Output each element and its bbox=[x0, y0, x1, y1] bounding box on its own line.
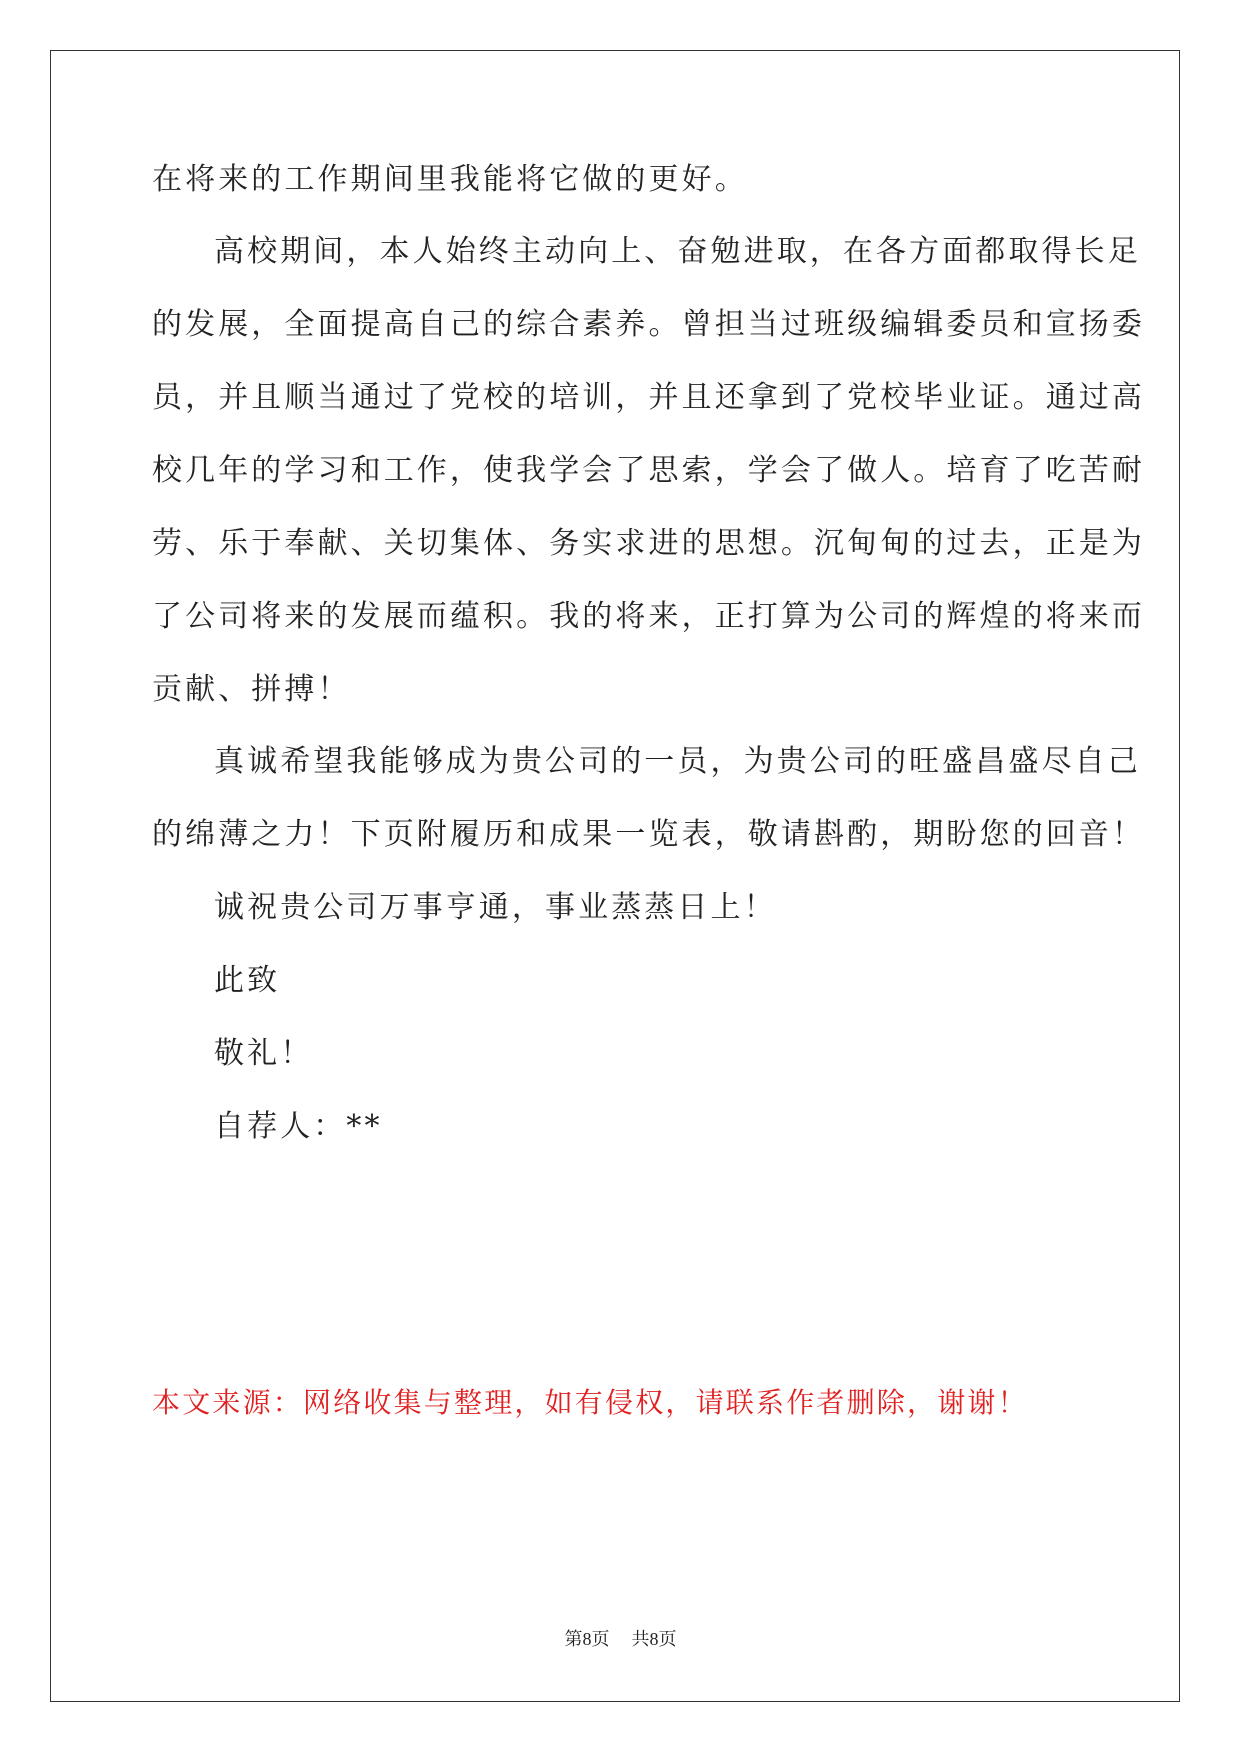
salutation-line: 此致 bbox=[214, 963, 281, 998]
paragraph-line: 校几年的学习和工作，使我学会了思索，学会了做人。培育了吃苦耐 bbox=[152, 453, 1145, 488]
total-page-count: 共8页 bbox=[631, 1629, 677, 1649]
paragraph-line: 贡献、拼搏！ bbox=[152, 672, 351, 707]
source-disclaimer: 本文来源：网络收集与整理，如有侵权，请联系作者删除，谢谢！ bbox=[152, 1386, 1028, 1419]
salutation-regards: 敬礼！ bbox=[214, 1036, 314, 1071]
paragraph-line: 员，并且顺当通过了党校的培训，并且还拿到了党校毕业证。通过高 bbox=[152, 380, 1145, 415]
signature-line: 自荐人：** bbox=[214, 1109, 383, 1144]
paragraph-line: 的绵薄之力！下页附履历和成果一览表，敬请斟酌，期盼您的回音！ bbox=[152, 817, 1145, 852]
paragraph-line: 高校期间，本人始终主动向上、奋勉进取，在各方面都取得长足 bbox=[214, 234, 1141, 269]
current-page-number: 第8页 bbox=[564, 1629, 610, 1649]
paragraph-line: 在将来的工作期间里我能将它做的更好。 bbox=[152, 162, 748, 197]
paragraph-line: 了公司将来的发展而蕴积。我的将来，正打算为公司的辉煌的将来而 bbox=[152, 599, 1145, 634]
paragraph-line: 真诚希望我能够成为贵公司的一员，为贵公司的旺盛昌盛尽自己 bbox=[214, 744, 1141, 779]
closing-wish: 诚祝贵公司万事亨通，事业蒸蒸日上！ bbox=[214, 890, 777, 925]
paragraph-line: 劳、乐于奉献、关切集体、务实求进的思想。沉甸甸的过去，正是为 bbox=[152, 526, 1145, 561]
paragraph-line: 的发展，全面提高自己的综合素养。曾担当过班级编辑委员和宣扬委 bbox=[152, 307, 1145, 342]
page-border bbox=[50, 50, 1180, 1702]
page-footer bbox=[0, 1625, 1241, 1651]
